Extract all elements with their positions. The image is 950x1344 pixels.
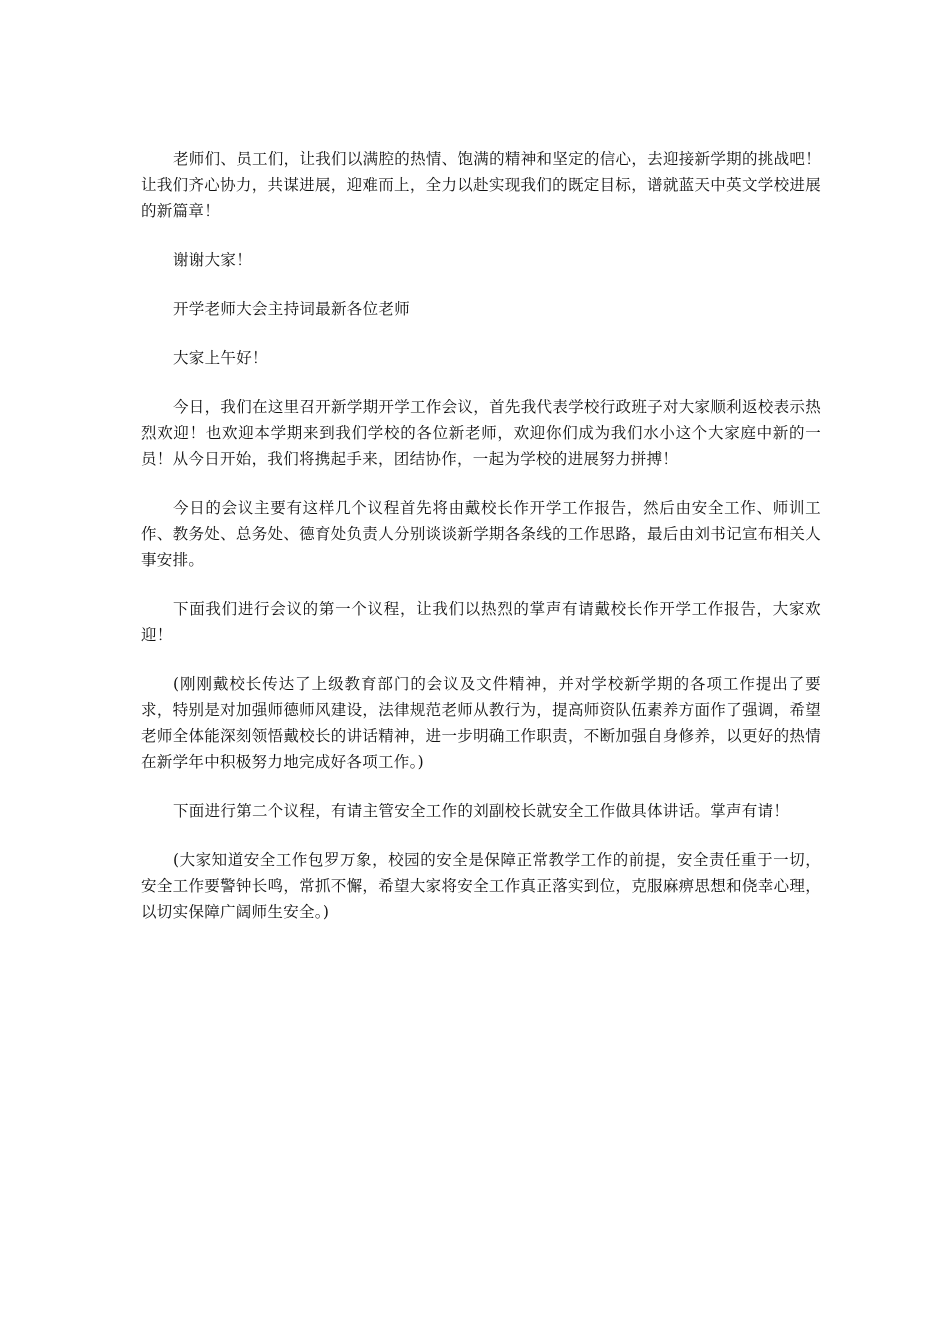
document-body	[141, 146, 821, 948]
paragraph-agenda: 今日的会议主要有这样几个议程首先将由戴校长作开学工作报告，然后由安全工作、师训工作、教务处、总务处、德育处负责人分别谈谈新学期各条线的工作思路，最后由刘书记宣布相关人事安排。	[141, 499, 821, 569]
paragraph-second-summary: (大家知道安全工作包罗万象，校园的安全是保障正常教学工作的前提，安全责任重于一切，安全工作要警钟长鸣，常抓不懈，希望大家将安全工作真正落实到位，克服麻痹思想和侥幸心理，以切实保障广阔师生安全。)	[141, 851, 821, 921]
paragraph-thanks: 谢谢大家！	[173, 251, 253, 269]
paragraph-welcome: 今日，我们在这里召开新学期开学工作会议，首先我代表学校行政班子对大家顺利返校表示热烈欢迎！也欢迎本学期来到我们学校的各位新老师，欢迎你们成为我们水小这个大家庭中新的一员！从今日开始，我们将携起手来，团结协作，一起为学校的进展努力拼搏！	[141, 398, 821, 468]
paragraph-first-item: 下面我们进行会议的第一个议程，让我们以热烈的掌声有请戴校长作开学工作报告，大家欢迎！	[141, 600, 821, 644]
paragraph-section-title: 开学老师大会主持词最新各位老师	[173, 300, 411, 318]
paragraph-closing-appeal: 老师们、员工们，让我们以满腔的热情、饱满的精神和坚定的信心，去迎接新学期的挑战吧！让我们齐心协力，共谋进展，迎难而上，全力以赴实现我们的既定目标，谱就蓝天中英文学校进展的新篇章！	[141, 150, 821, 220]
paragraph-greeting: 大家上午好！	[173, 349, 268, 367]
paragraph-second-item: 下面进行第二个议程，有请主管安全工作的刘副校长就安全工作做具体讲话。掌声有请！	[173, 802, 790, 820]
paragraph-first-summary: (刚刚戴校长传达了上级教育部门的会议及文件精神，并对学校新学期的各项工作提出了要求，特别是对加强师德师风建设，法律规范老师从教行为，提高师资队伍素养方面作了强调，希望老师全体能深刻领悟戴校长的讲话精神，进一步明确工作职责，不断加强自身修养，以更好的热情在新学年中积极努力地完成好各项工作。)	[141, 675, 821, 771]
